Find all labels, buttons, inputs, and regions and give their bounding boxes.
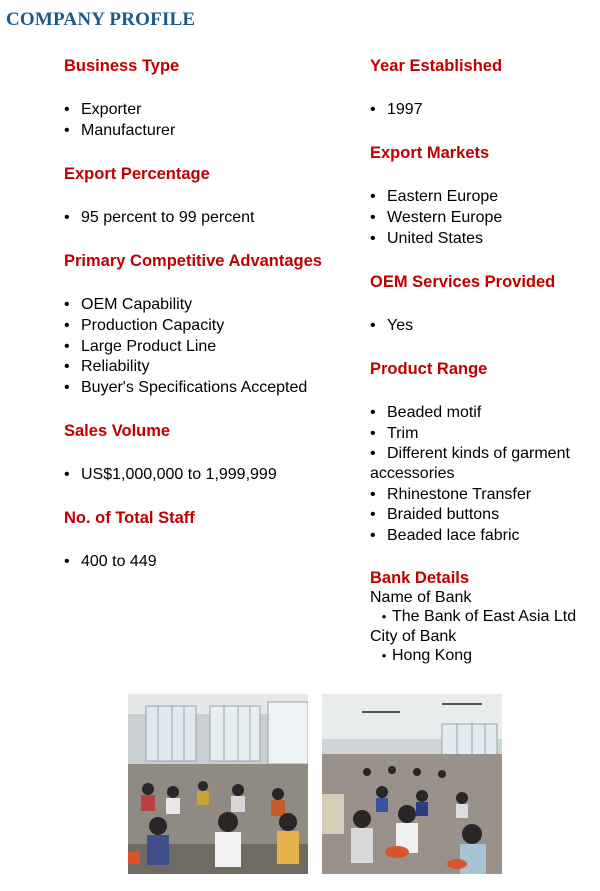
advantages-heading: Primary Competitive Advantages [64,252,322,270]
bullet-icon: • [64,209,70,226]
list-item: • Buyer's Specifications Accepted [64,379,308,396]
list-item: • United States [370,230,484,247]
factory-photo-right [322,694,502,874]
bullet-icon: • [370,230,376,247]
factory-photo-left [128,694,308,874]
bank-city-label: City of Bank [370,628,457,645]
bullet-icon: • [370,527,376,544]
list-item: • Different kinds of garment accessories [370,445,570,482]
bullet-icon: • [64,338,70,355]
bullet-icon: • [370,209,376,226]
bullet-icon: • [64,358,70,375]
total-staff-heading: No. of Total Staff [64,509,195,527]
bullet-icon: • [381,648,387,663]
bullet-icon: • [64,101,70,118]
list-item: • Braided buttons [370,506,500,523]
list-item: • Eastern Europe [370,188,499,205]
list-item: • Yes [370,317,414,334]
bank-details-heading: Bank Details [370,569,470,587]
list-item: • 95 percent to 99 percent [64,209,255,226]
list-item: • US$1,000,000 to 1,999,999 [64,466,277,483]
bullet-icon: • [64,296,70,313]
bullet-icon: • [370,101,376,118]
year-established-heading: Year Established [370,57,503,75]
list-item: • Manufacturer [64,122,176,139]
bullet-icon: • [370,506,376,523]
list-item: • Trim [370,425,419,442]
bank-city-value: • Hong Kong [376,647,472,665]
bullet-icon: • [64,379,70,396]
bullet-icon: • [64,317,70,334]
sales-volume-heading: Sales Volume [64,422,171,440]
page-title: COMPANY PROFILE [6,9,196,30]
bullet-icon: • [64,122,70,139]
business-type-heading: Business Type [64,57,180,75]
bullet-icon: • [370,188,376,205]
list-item: • Beaded motif [370,404,482,421]
factory-workers-image [322,694,502,874]
list-item: • Large Product Line [64,338,217,355]
product-range-heading: Product Range [370,360,488,378]
bullet-icon: • [370,445,376,462]
list-item: • Western Europe [370,209,503,226]
bank-name-label: Name of Bank [370,589,472,606]
bullet-icon: • [64,466,70,483]
export-percentage-heading: Export Percentage [64,165,210,183]
bank-name-value: • The Bank of East Asia Ltd [376,608,576,626]
bullet-icon: • [370,425,376,442]
bullet-icon: • [64,553,70,570]
list-item: • 1997 [370,101,423,118]
bullet-icon: • [370,317,376,334]
bullet-icon: • [370,486,376,503]
list-item: • Exporter [64,101,142,118]
list-item: • Production Capacity [64,317,225,334]
oem-services-heading: OEM Services Provided [370,273,556,291]
list-item: • Rhinestone Transfer [370,486,532,503]
bullet-icon: • [381,609,387,624]
export-markets-heading: Export Markets [370,144,490,162]
bullet-icon: • [370,404,376,421]
list-item: • Reliability [64,358,150,375]
factory-workers-image [128,694,308,874]
list-item: • OEM Capability [64,296,193,313]
list-item: • Beaded lace fabric [370,527,520,544]
list-item: • 400 to 449 [64,553,157,570]
